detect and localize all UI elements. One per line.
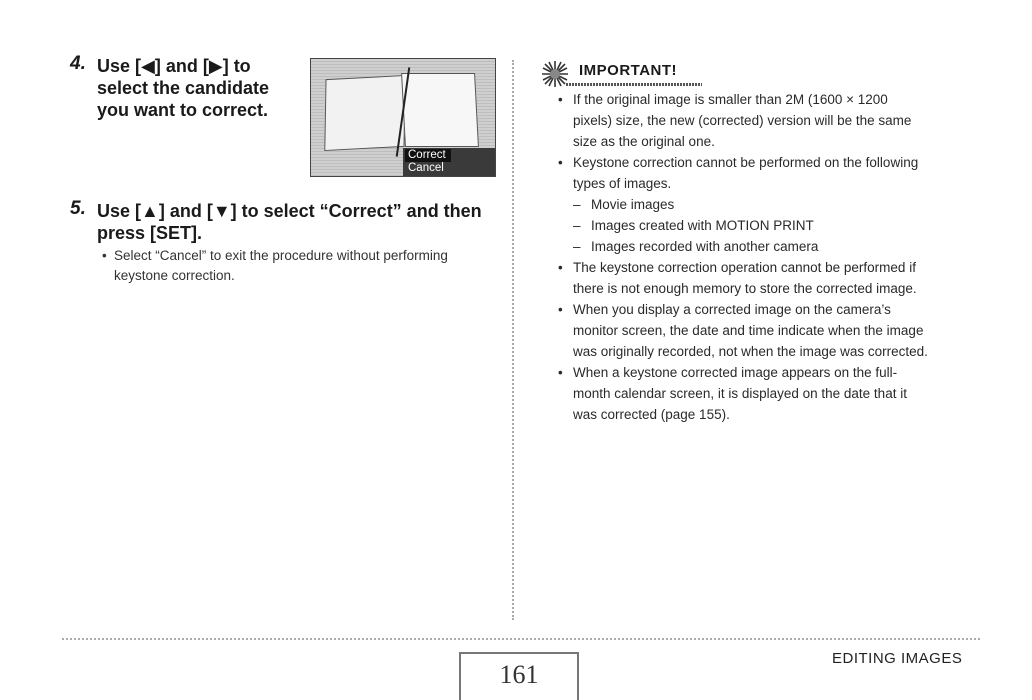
important-bullet-line: was originally recorded, not when the image was corrected. bbox=[573, 344, 928, 359]
bullet-dot: • bbox=[558, 155, 563, 170]
bullet-dot: • bbox=[558, 260, 563, 275]
step-5-bullet bbox=[102, 246, 448, 286]
important-bullet-line: The keystone correction operation cannot be performed if bbox=[573, 260, 916, 275]
bullet-dot: • bbox=[558, 365, 563, 380]
important-bullet-line: If the original image is smaller than 2M (1600 × 1200 bbox=[573, 92, 888, 107]
step-5-line: press [SET]. bbox=[97, 223, 203, 243]
dash-marker: – bbox=[573, 197, 581, 212]
bullet-dot: • bbox=[558, 302, 563, 317]
important-bullet bbox=[558, 257, 973, 299]
important-bullet bbox=[558, 152, 973, 194]
image-type-item bbox=[573, 194, 675, 215]
step-5-bullet-line: Select “Cancel” to exit the procedure without performing bbox=[114, 248, 448, 263]
page-number-box bbox=[459, 652, 579, 700]
footer-rule bbox=[62, 638, 980, 640]
step-5-bullet-line: keystone correction. bbox=[114, 268, 235, 283]
important-bullet-line: pixels) size, the new (corrected) version will be the same bbox=[573, 113, 912, 128]
column-divider bbox=[512, 60, 514, 620]
menu-item-cancel: Cancel bbox=[408, 162, 444, 174]
step-4-line: you want to correct. bbox=[97, 100, 269, 120]
important-bullet-line: Keystone correction cannot be performed on the following bbox=[573, 155, 919, 170]
menu-item-correct: Correct bbox=[405, 149, 451, 162]
important-bullet-line: size as the original one. bbox=[573, 134, 715, 149]
page-number: 161 bbox=[499, 660, 539, 689]
image-type-item bbox=[573, 215, 814, 236]
important-bullet bbox=[558, 299, 973, 362]
important-bullet-line: types of images. bbox=[573, 176, 672, 191]
image-type-item bbox=[573, 236, 819, 257]
step-4-number: 4. bbox=[70, 53, 86, 74]
bullet-dot: • bbox=[558, 92, 563, 107]
candidate-image-left bbox=[324, 75, 405, 151]
important-title: IMPORTANT! bbox=[579, 62, 678, 79]
important-bullet-line: When a keystone corrected image appears on the full- bbox=[573, 365, 898, 380]
image-type-label: Images recorded with another camera bbox=[591, 239, 819, 254]
important-bullet bbox=[558, 362, 973, 425]
step-5-number: 5. bbox=[70, 198, 86, 219]
dash-marker: – bbox=[573, 239, 581, 254]
step-5-text bbox=[97, 200, 482, 244]
important-bullet-line: When you display a corrected image on the camera’s bbox=[573, 302, 891, 317]
image-type-label: Images created with MOTION PRINT bbox=[591, 218, 814, 233]
important-bullet-line: monitor screen, the date and time indicate when the image bbox=[573, 323, 924, 338]
correct-cancel-menu bbox=[403, 148, 495, 176]
important-underline bbox=[566, 83, 702, 86]
important-bullet-line: month calendar screen, it is displayed on the date that it bbox=[573, 386, 907, 401]
important-bullet bbox=[558, 89, 973, 152]
section-label: EDITING IMAGES bbox=[832, 650, 963, 667]
step-4-line: Use [◀] and [▶] to bbox=[97, 56, 251, 76]
camera-screen-illustration bbox=[310, 58, 496, 177]
image-type-label: Movie images bbox=[591, 197, 675, 212]
step-4-line: select the candidate bbox=[97, 78, 270, 98]
important-bullet-line: was corrected (page 155). bbox=[573, 407, 730, 422]
important-bullet-line: there is not enough memory to store the corrected image. bbox=[573, 281, 917, 296]
candidate-image-right bbox=[401, 73, 479, 147]
step-4-text bbox=[97, 55, 269, 121]
important-burst-icon bbox=[541, 60, 569, 88]
step-5-line: Use [▲] and [▼] to select “Correct” and then bbox=[97, 201, 482, 221]
bullet-dot: • bbox=[102, 248, 107, 263]
dash-marker: – bbox=[573, 218, 581, 233]
